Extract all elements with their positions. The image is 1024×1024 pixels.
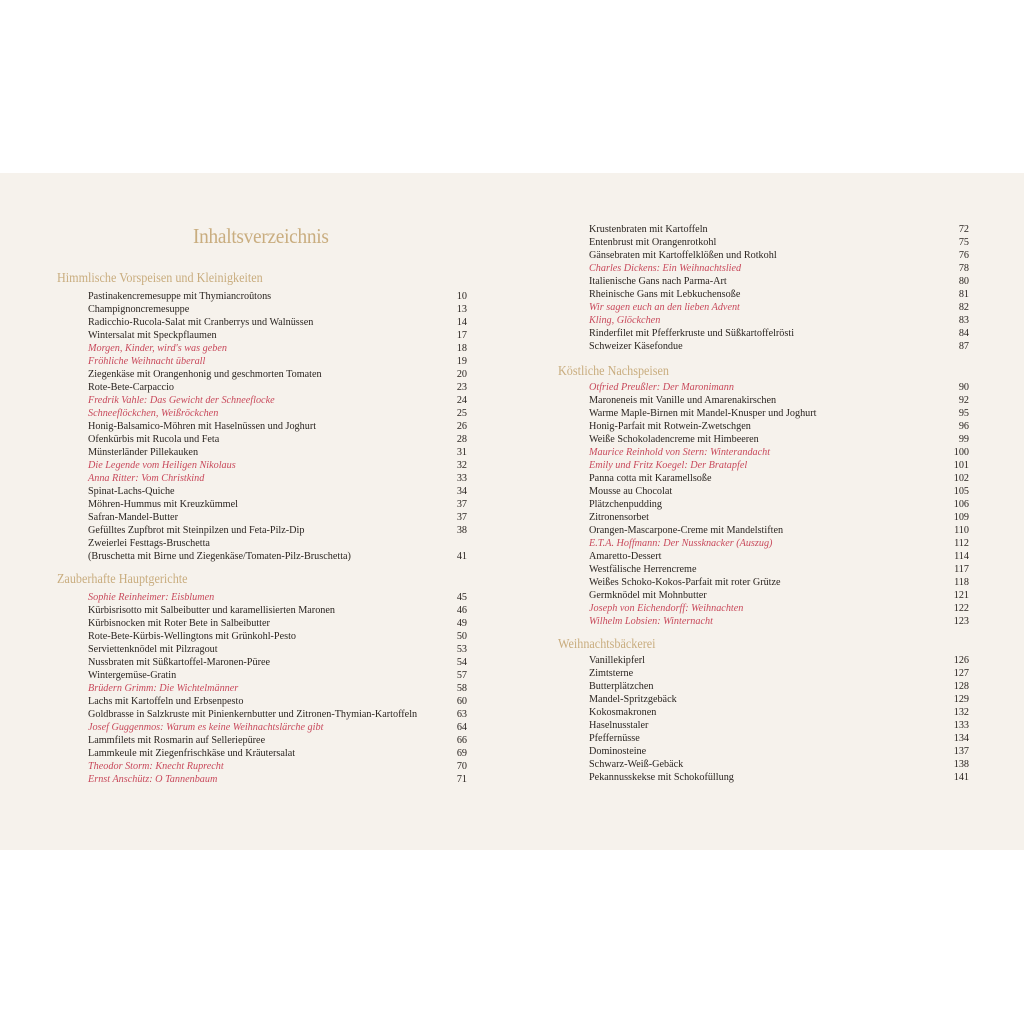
toc-entry-label: Kürbisnocken mit Roter Bete in Salbeibutter [88,618,270,629]
toc-entry-page: 69 [456,748,467,759]
toc-entry-recipe[interactable] [57,747,467,760]
toc-entry-page: 34 [456,486,467,497]
toc-entry-recipe[interactable] [558,589,969,602]
toc-entry-page: 101 [953,460,969,471]
toc-entry-recipe[interactable] [57,656,467,669]
toc-entry-recipe[interactable] [57,643,467,656]
toc-entry-label: Wintersalat mit Speckpflaumen [88,330,217,341]
toc-entry-label: Fredrik Vahle: Das Gewicht der Schneeflocke [88,395,275,406]
toc-entry-label: Kokosmakronen [589,707,657,718]
toc-entry-label: Otfried Preußler: Der Maronimann [589,382,734,393]
toc-entry-label: Zweierlei Festtags-Bruschetta [88,538,210,549]
toc-entry-story[interactable] [57,394,467,407]
toc-entry-label: Dominosteine [589,746,647,757]
toc-entry-recipe[interactable] [57,630,467,643]
toc-entry-label: Möhren-Hummus mit Kreuzkümmel [88,499,238,510]
toc-entry-recipe[interactable] [57,433,467,446]
toc-entry-recipe[interactable] [558,667,969,680]
toc-entry-label: Sophie Reinheimer: Eisblumen [88,592,215,603]
toc-entry-page: 24 [456,395,467,406]
toc-entry-label: Mandel-Spritzgebäck [589,694,677,705]
toc-entry-label: Schwarz-Weiß-Gebäck [589,759,684,770]
toc-entry-page: 92 [958,395,969,406]
section-hauptgerichte [57,569,467,786]
toc-entry-page: 37 [456,512,467,523]
toc-entry-recipe[interactable] [558,340,969,353]
toc-entry-label: Weiße Schokoladencreme mit Himbeeren [589,434,759,445]
toc-entry-label: Plätzchenpudding [589,499,662,510]
toc-entry-label: Italienische Gans nach Parma-Art [589,276,727,287]
toc-entry-page: 99 [958,434,969,445]
toc-entry-page: 75 [958,237,969,248]
toc-entry-page: 82 [958,302,969,313]
toc-entry-label: Anna Ritter: Vom Christkind [88,473,205,484]
toc-entry-page: 105 [953,486,969,497]
toc-entry-page: 127 [953,668,969,679]
toc-entry-label: Amaretto-Dessert [589,551,662,562]
toc-entry-label: Brüdern Grimm: Die Wichtelmänner [88,683,239,694]
toc-entry-label: Mousse au Chocolat [589,486,673,497]
toc-entry-label: E.T.A. Hoffmann: Der Nussknacker (Auszug) [589,538,773,549]
toc-entry-label: Morgen, Kinder, wird's was geben [88,343,227,354]
toc-entry-page: 80 [958,276,969,287]
toc-entry-label: Pekannusskekse mit Schokofüllung [589,772,734,783]
toc-entry-recipe[interactable] [558,511,969,524]
section-heading: Köstliche Nachspeisen [558,363,670,378]
section-hauptgerichte-continued [558,223,969,353]
toc-entry-label: Ofenkürbis mit Rucola und Feta [88,434,220,445]
toc-entry-label: Honig-Parfait mit Rotwein-Zwetschgen [589,421,751,432]
toc-entry-recipe[interactable] [558,563,969,576]
toc-entry-page: 117 [954,564,969,575]
toc-entry-recipe[interactable] [57,290,467,303]
toc-entry-page: 121 [953,590,969,601]
toc-entry-story[interactable] [57,342,467,355]
toc-entry-label: Maroneneis mit Vanille und Amarenakirschen [589,395,777,406]
toc-entry-label: Kling, Glöckchen [589,315,661,326]
toc-entry-recipe[interactable] [57,485,467,498]
toc-entry-page: 84 [958,328,969,339]
toc-entry-recipe[interactable] [558,327,969,340]
toc-entry-page: 57 [456,670,467,681]
toc-entry-recipe[interactable] [57,734,467,747]
toc-entry-page: 112 [954,538,969,549]
toc-list [558,223,969,353]
toc-entry-label: Weißes Schoko-Kokos-Parfait mit roter Grütze [589,577,781,588]
toc-entry-page: 71 [456,774,467,785]
toc-entry-label: Pastinakencremesuppe mit Thymiancroûtons [88,291,272,302]
toc-list [57,591,467,786]
toc-entry-label: Gänsebraten mit Kartoffelklößen und Rotkohl [589,250,777,261]
toc-entry-recipe[interactable] [558,719,969,732]
toc-entry-label: Butterplätzchen [589,681,654,692]
toc-entry-page: 23 [456,382,467,393]
toc-entry-page: 38 [456,525,467,536]
toc-entry-label: Charles Dickens: Ein Weihnachtslied [589,263,742,274]
toc-entry-story[interactable] [558,615,969,628]
toc-entry-label: Goldbrasse in Salzkruste mit Pinienkernbutter und Zitronen-Thymian-Kartoffeln [88,709,418,720]
toc-title: Inhaltsverzeichnis [193,224,329,248]
toc-entry-page: 63 [456,709,467,720]
toc-entry-page: 133 [953,720,969,731]
toc-entry-label: Rinderfilet mit Pfefferkruste und Süßkartoffelrösti [589,328,795,339]
toc-entry-recipe[interactable] [558,550,969,563]
toc-entry-label: Emily und Fritz Koegel: Der Bratapfel [589,460,748,471]
toc-entry-page: 87 [958,341,969,352]
toc-entry-recipe[interactable] [558,693,969,706]
section-heading: Zauberhafte Hauptgerichte [57,571,188,586]
toc-entry-page: 32 [456,460,467,471]
toc-entry-page: 123 [953,616,969,627]
toc-entry-recipe[interactable] [558,223,969,236]
toc-entry-story[interactable] [558,262,969,275]
toc-entry-page: 102 [953,473,969,484]
section-baeckerei [558,634,969,784]
toc-entry-label: Honig-Balsamico-Möhren mit Haselnüssen und Joghurt [88,421,317,432]
toc-entry-label: Theodor Storm: Knecht Ruprecht [88,761,224,772]
toc-entry-page: 76 [958,250,969,261]
toc-entry-label: Ziegenkäse mit Orangenhonig und geschmorten Tomaten [88,369,322,380]
toc-entry-page: 17 [456,330,467,341]
toc-entry-story[interactable] [57,355,467,368]
toc-entry-label: Münsterländer Pillekauken [88,447,199,458]
toc-entry-label: Orangen-Mascarpone-Creme mit Mandelstiften [589,525,784,536]
section-vorspeisen [57,268,467,563]
toc-entry-label: Haselnusstaler [589,720,649,731]
toc-entry-label: Panna cotta mit Karamellsoße [589,473,712,484]
toc-entry-page: 20 [456,369,467,380]
toc-entry-label: Gefülltes Zupfbrot mit Steinpilzen und Feta-Pilz-Dip [88,525,305,536]
section-nachspeisen [558,361,969,628]
toc-entry-label: Vanillekipferl [589,655,646,666]
toc-entry-recipe[interactable] [57,498,467,511]
toc-entry-story[interactable] [558,602,969,615]
toc-entry-story[interactable] [558,446,969,459]
toc-entry-page: 25 [456,408,467,419]
toc-entry-recipe[interactable] [57,329,467,342]
toc-entry-page: 19 [456,356,467,367]
toc-entry-recipe[interactable] [558,433,969,446]
toc-entry-recipe[interactable] [558,236,969,249]
toc-entry-recipe[interactable] [558,407,969,420]
toc-entry-recipe[interactable] [558,524,969,537]
toc-entry-label: Pfeffernüsse [589,733,640,744]
toc-entry-recipe[interactable] [558,394,969,407]
toc-entry-story[interactable] [558,301,969,314]
toc-entry-page: 66 [456,735,467,746]
toc-entry-recipe[interactable] [558,249,969,262]
toc-entry-page: 31 [456,447,467,458]
toc-entry-page: 106 [953,499,969,510]
section-heading: Weihnachtsbäckerei [558,636,656,651]
toc-entry-recipe[interactable] [57,316,467,329]
toc-entry-page: 138 [953,759,969,770]
toc-entry-recipe[interactable] [558,275,969,288]
toc-entry-story[interactable] [57,773,467,786]
toc-entry-page: 132 [953,707,969,718]
toc-entry-page: 46 [456,605,467,616]
toc-entry-page: 49 [456,618,467,629]
toc-entry-label: Wintergemüse-Gratin [88,670,177,681]
toc-entry-recipe[interactable] [57,303,467,316]
toc-entry-recipe[interactable] [57,381,467,394]
right-page-column [558,223,969,784]
toc-entry-label: Serviettenknödel mit Pilzragout [88,644,218,655]
toc-entry-page: 37 [456,499,467,510]
toc-entry-page: 129 [953,694,969,705]
toc-entry-page: 41 [456,551,467,562]
toc-entry-page: 13 [456,304,467,315]
toc-entry-recipe[interactable] [57,446,467,459]
toc-entry-page: 18 [456,343,467,354]
toc-entry-page: 14 [456,317,467,328]
toc-entry-story[interactable] [57,760,467,773]
toc-entry-label: Josef Guggenmos: Warum es keine Weihnachtslärche gibt [88,722,324,733]
toc-entry-page: 58 [456,683,467,694]
toc-entry-page: 50 [456,631,467,642]
toc-entry-page: 33 [456,473,467,484]
toc-entry-page: 78 [958,263,969,274]
toc-entry-page: 126 [953,655,969,666]
toc-entry-page: 70 [456,761,467,772]
toc-entry-page: 137 [953,746,969,757]
toc-entry-story[interactable] [558,314,969,327]
toc-entry-page: 54 [456,657,467,668]
toc-entry-story[interactable] [57,591,467,604]
toc-entry-recipe[interactable] [558,680,969,693]
toc-entry-story[interactable] [558,381,969,394]
toc-entry-label: Maurice Reinhold von Stern: Winterandacht [589,447,771,458]
toc-entry-wrapped[interactable] [57,537,467,563]
toc-entry-label: Ernst Anschütz: O Tannenbaum [88,774,218,785]
toc-entry-recipe[interactable] [558,654,969,667]
toc-entry-recipe[interactable] [558,288,969,301]
toc-entry-label: Entenbrust mit Orangenrotkohl [589,237,717,248]
toc-entry-page: 141 [953,772,969,783]
toc-entry-recipe[interactable] [558,732,969,745]
toc-entry-label: Lachs mit Kartoffeln und Erbsenpesto [88,696,244,707]
toc-entry-recipe[interactable] [57,368,467,381]
toc-entry-story[interactable] [57,721,467,734]
toc-entry-page: 122 [953,603,969,614]
toc-entry-label: Zimtsterne [589,668,634,679]
toc-entry-label: Zitronensorbet [589,512,649,523]
toc-entry-page: 100 [953,447,969,458]
toc-entry-label: Safran-Mandel-Butter [88,512,178,523]
toc-list [558,381,969,628]
toc-entry-label-continued: (Bruschetta mit Birne und Ziegenkäse/Tomaten-Pilz-Bruschetta) [88,551,351,562]
toc-entry-label: Westfälische Herrencreme [589,564,697,575]
toc-list [57,290,467,537]
toc-entry-page: 110 [954,525,969,536]
toc-entry-label: Schneeflöckchen, Weißröckchen [88,408,219,419]
toc-entry-story[interactable] [558,459,969,472]
toc-entry-page: 128 [953,681,969,692]
toc-entry-story[interactable] [57,459,467,472]
toc-list [558,654,969,784]
toc-entry-page: 134 [953,733,969,744]
toc-entry-recipe[interactable] [57,420,467,433]
toc-entry-recipe[interactable] [57,695,467,708]
toc-entry-page: 114 [954,551,969,562]
toc-entry-label: Wir sagen euch an den lieben Advent [589,302,740,313]
toc-entry-label: Lammfilets mit Rosmarin auf Selleriepüree [88,735,266,746]
section-heading: Himmlische Vorspeisen und Kleinigkeiten [57,270,263,285]
toc-entry-page: 118 [954,577,969,588]
toc-entry-page: 53 [456,644,467,655]
toc-entry-page: 26 [456,421,467,432]
toc-entry-label: Rote-Bete-Carpaccio [88,382,174,393]
toc-entry-page: 81 [958,289,969,300]
toc-entry-recipe[interactable] [57,511,467,524]
toc-entry-page: 60 [456,696,467,707]
toc-entry-recipe[interactable] [57,617,467,630]
toc-entry-label: Champignoncremesuppe [88,304,190,315]
toc-entry-page: 95 [958,408,969,419]
toc-entry-label: Kürbisrisotto mit Salbeibutter und karamellisierten Maronen [88,605,335,616]
toc-entry-story[interactable] [57,407,467,420]
toc-entry-label: Die Legende vom Heiligen Nikolaus [88,460,236,471]
toc-entry-page: 28 [456,434,467,445]
toc-entry-label: Warme Maple-Birnen mit Mandel-Knusper und Joghurt [589,408,817,419]
toc-entry-page: 64 [456,722,467,733]
toc-entry-page: 72 [958,224,969,235]
toc-entry-page: 45 [456,592,467,603]
toc-entry-page: 109 [953,512,969,523]
toc-entry-recipe[interactable] [558,485,969,498]
toc-entry-recipe[interactable] [558,745,969,758]
toc-entry-recipe[interactable] [558,706,969,719]
toc-entry-label: Germknödel mit Mohnbutter [589,590,707,601]
toc-entry-recipe[interactable] [57,604,467,617]
toc-entry-label: Spinat-Lachs-Quiche [88,486,175,497]
left-page-column [57,268,467,786]
toc-entry-label: Fröhliche Weihnacht überall [88,356,206,367]
toc-entry-label: Wilhelm Lobsien: Winternacht [589,616,713,627]
toc-entry-label: Lammkeule mit Ziegenfrischkäse und Kräutersalat [88,748,296,759]
toc-entry-recipe[interactable] [558,498,969,511]
toc-entry-story[interactable] [57,682,467,695]
toc-entry-label: Rheinische Gans mit Lebkuchensoße [589,289,741,300]
toc-entry-recipe[interactable] [57,708,467,721]
toc-entry-label: Krustenbraten mit Kartoffeln [589,224,708,235]
toc-entry-label: Radicchio-Rucola-Salat mit Cranberrys und Walnüssen [88,317,314,328]
toc-entry-page: 90 [958,382,969,393]
toc-entry-recipe[interactable] [558,420,969,433]
toc-entry-recipe[interactable] [558,576,969,589]
toc-entry-label: Schweizer Käsefondue [589,341,683,352]
toc-entry-recipe[interactable] [558,758,969,771]
toc-entry-recipe[interactable] [57,669,467,682]
toc-entry-label: Rote-Bete-Kürbis-Wellingtons mit Grünkohl-Pesto [88,631,296,642]
toc-entry-label: Joseph von Eichendorff: Weihnachten [589,603,744,614]
toc-entry-page: 83 [958,315,969,326]
toc-entry-recipe[interactable] [558,472,969,485]
toc-entry-recipe[interactable] [558,771,969,784]
toc-entry-page: 10 [456,291,467,302]
toc-entry-page: 96 [958,421,969,432]
toc-entry-story[interactable] [558,537,969,550]
toc-entry-label: Nussbraten mit Süßkartoffel-Maronen-Püree [88,657,271,668]
toc-entry-story[interactable] [57,472,467,485]
toc-entry-recipe[interactable] [57,524,467,537]
